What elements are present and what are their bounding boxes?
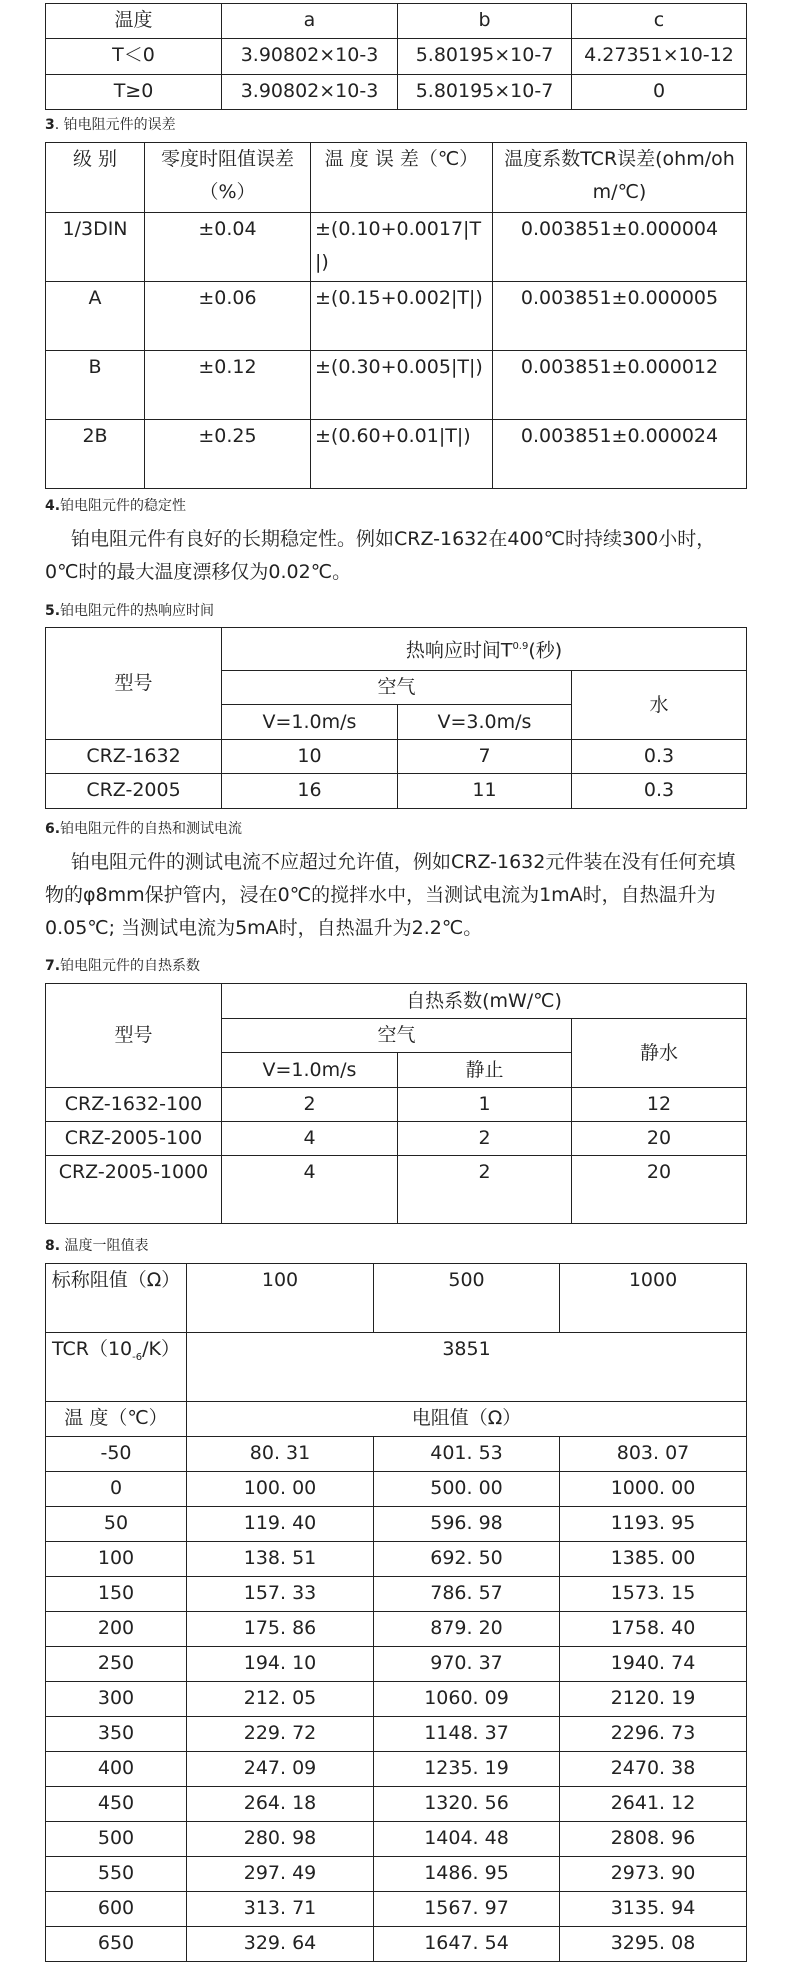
table-cell: 3.90802×10-3 [222,39,398,75]
resistance-cell: 1573. 15 [560,1577,747,1612]
resistance-cell: 297. 49 [187,1857,374,1892]
nominal-value-cell: 500 [374,1264,560,1333]
table-cell: ±(0.30+0.005|T|) [311,351,493,420]
table-header-cell: 级 别 [46,143,145,213]
table-cell: 0.003851±0.000012 [493,351,747,420]
resistance-cell: 1404. 48 [374,1822,560,1857]
table-cell: 1/3DIN [46,213,145,282]
nominal-value-cell: 1000 [560,1264,747,1333]
table-cell: 12 [572,1088,747,1122]
speed-header-cell: V=1.0m/s [222,705,398,740]
table-header-row [46,1333,747,1402]
table-cell: ±0.06 [145,282,311,351]
temperature-cell: 250 [46,1647,187,1682]
table-row [46,740,747,774]
still-header-cell: 静止 [398,1053,572,1088]
table-cell: 4 [222,1122,398,1156]
resistance-cell: 1385. 00 [560,1542,747,1577]
table-cell: ±0.12 [145,351,311,420]
section-4-heading [45,497,186,515]
table-cell: 0.003851±0.000005 [493,282,747,351]
table-cell: 16 [222,774,398,809]
resistance-cell: 3135. 94 [560,1892,747,1927]
resistance-cell: 1148. 37 [374,1717,560,1752]
section-8-heading [45,1237,149,1255]
temperature-cell: 0 [46,1472,187,1507]
table-cell: 10 [222,740,398,774]
section-4-paragraph [45,523,745,589]
resistance-cell: 329. 64 [187,1927,374,1962]
table-row [46,1542,747,1577]
table-cell: 2 [398,1156,572,1224]
resistance-cell: 500. 00 [374,1472,560,1507]
resistance-cell: 2808. 96 [560,1822,747,1857]
tcr-header-cell [46,1333,187,1402]
resistance-cell: 3295. 08 [560,1927,747,1962]
resistance-cell: 1193. 95 [560,1507,747,1542]
temperature-cell: 500 [46,1822,187,1857]
resistance-cell: 80. 31 [187,1437,374,1472]
table-cell: B [46,351,145,420]
resistance-cell: 1486. 95 [374,1857,560,1892]
resistance-cell: 879. 20 [374,1612,560,1647]
table-header-cell: 零度时阻值误差（%） [145,143,311,213]
air-header-cell: 空气 [222,1019,572,1053]
resistance-cell: 786. 57 [374,1577,560,1612]
temperature-cell: 350 [46,1717,187,1752]
table-header-row [46,1264,747,1333]
resistance-cell: 175. 86 [187,1612,374,1647]
section-number: 7. [45,958,61,974]
table-cell: CRZ-2005 [46,774,222,809]
table-row [46,351,747,420]
table-header-row [46,143,747,213]
table-row [46,1787,747,1822]
section-6-paragraph [45,846,745,945]
resistance-cell: 2470. 38 [560,1752,747,1787]
table-cell: CRZ-2005-100 [46,1122,222,1156]
section-number: 5. [45,603,61,619]
table-cell: 0.003851±0.000024 [493,420,747,489]
air-header-cell: 空气 [222,671,572,705]
table-row [46,1437,747,1472]
resistance-cell: 1567. 97 [374,1892,560,1927]
table-cell: 2 [222,1088,398,1122]
table-cell: 0.3 [572,774,747,809]
table-cell: ±0.04 [145,213,311,282]
temperature-cell: 150 [46,1577,187,1612]
coefficient-table [45,3,747,110]
table-header-cell: 温度系数TCR误差(ohm/ohm/℃) [493,143,747,213]
table-header-row [46,1402,747,1437]
resistance-cell: 596. 98 [374,1507,560,1542]
table-row [46,420,747,489]
model-header-cell: 型号 [46,628,222,740]
table-header-cell: c [572,4,747,39]
model-header-cell: 型号 [46,984,222,1088]
table-row [46,1857,747,1892]
resistance-cell: 1235. 19 [374,1752,560,1787]
resistance-cell: 157. 33 [187,1577,374,1612]
tcr-label: TCR（10 [52,1338,133,1360]
section-3-heading [45,116,176,134]
table-cell: CRZ-2005-1000 [46,1156,222,1224]
resistance-cell: 138. 51 [187,1542,374,1577]
temperature-cell: 650 [46,1927,187,1962]
paragraph-text: 铂电阻元件有良好的长期稳定性。例如CRZ-1632在400℃时持续300小时，0℃时的最大温度漂移仅为0.02℃。 [45,528,716,583]
temperature-header-cell: 温 度（℃） [46,1402,187,1437]
group-header-cell: 自热系数(mW/℃) [222,984,747,1019]
resistance-cell: 2973. 90 [560,1857,747,1892]
table-cell: ±(0.10+0.0017|T|) [311,213,493,282]
section-title: 铂电阻元件的热响应时间 [60,603,215,619]
table-row [46,774,747,809]
resistance-cell: 401. 53 [374,1437,560,1472]
tcr-label-unit: /K） [142,1338,180,1360]
table-row [46,1717,747,1752]
table-cell: ±(0.15+0.002|T|) [311,282,493,351]
table-cell: 0 [572,75,747,110]
table-cell: T≥0 [46,75,222,110]
temperature-cell: 200 [46,1612,187,1647]
table-row [46,1156,747,1224]
temperature-cell: 600 [46,1892,187,1927]
temperature-cell: -50 [46,1437,187,1472]
resistance-cell: 1758. 40 [560,1612,747,1647]
speed-header-cell: V=1.0m/s [222,1053,398,1088]
table-cell: CRZ-1632 [46,740,222,774]
table-cell: 7 [398,740,572,774]
table-cell: 11 [398,774,572,809]
table-header-row [46,4,747,39]
resistance-cell: 264. 18 [187,1787,374,1822]
table-header-cell: 温度 [46,4,222,39]
resistance-cell: 2296. 73 [560,1717,747,1752]
resistance-cell: 1060. 09 [374,1682,560,1717]
speed-header-cell: V=3.0m/s [398,705,572,740]
nominal-header-cell: 标称阻值（Ω） [46,1264,187,1333]
section-number: 3 [45,117,55,133]
section-number: 6. [45,821,61,837]
table-cell: 4 [222,1156,398,1224]
still-water-header-cell: 静水 [572,1019,747,1088]
response-time-table [45,627,747,809]
resistance-cell: 194. 10 [187,1647,374,1682]
temperature-cell: 400 [46,1752,187,1787]
temperature-cell: 550 [46,1857,187,1892]
resistance-cell: 313. 71 [187,1892,374,1927]
resistance-cell: 212. 05 [187,1682,374,1717]
table-cell: 1 [398,1088,572,1122]
table-cell: 3.90802×10-3 [222,75,398,110]
temperature-resistance-table [45,1263,747,1962]
temperature-cell: 100 [46,1542,187,1577]
section-title: 铂电阻元件的自热系数 [60,958,201,974]
table-cell: T＜0 [46,39,222,75]
error-table [45,142,747,489]
table-row [46,1752,747,1787]
table-cell: 0.003851±0.000004 [493,213,747,282]
table-row [46,1892,747,1927]
section-7-heading [45,957,200,975]
section-title: 温度一阻值表 [60,1238,149,1254]
section-5-heading [45,602,214,620]
table-row [46,1612,747,1647]
paragraph-text: 铂电阻元件的测试电流不应超过允许值，例如CRZ-1632元件装在没有任何充填物的φ8mm保护管内，浸在0℃的搅拌水中，当测试电流为1mA时，自热温升为0.05℃; 当测试电流为5mA时，自热温升为2.2℃。 [45,851,736,939]
table-cell: ±0.25 [145,420,311,489]
section-title: . 铂电阻元件的误差 [54,117,176,133]
resistance-header-cell: 电阻值（Ω） [187,1402,747,1437]
table-row [46,1088,747,1122]
table-cell: A [46,282,145,351]
resistance-cell: 229. 72 [187,1717,374,1752]
table-row [46,1577,747,1612]
table-row [46,1647,747,1682]
resistance-cell: 2120. 19 [560,1682,747,1717]
section-number: 8. [45,1238,61,1254]
group-header-sup: 0.9 [512,641,529,653]
group-header-unit: (秒) [528,639,563,662]
resistance-cell: 100. 00 [187,1472,374,1507]
table-row [46,1822,747,1857]
group-header-cell [222,628,747,671]
temperature-cell: 300 [46,1682,187,1717]
nominal-value-cell: 100 [187,1264,374,1333]
water-header-cell: 水 [572,671,747,740]
section-6-heading [45,820,242,838]
group-header-label: 热响应时间T [405,639,513,662]
table-cell: ±(0.60+0.01|T|) [311,420,493,489]
resistance-cell: 280. 98 [187,1822,374,1857]
table-row [46,1122,747,1156]
table-cell: 2 [398,1122,572,1156]
section-number: 4. [45,498,61,514]
table-header-cell: 温 度 误 差（℃） [311,143,493,213]
table-header-row [46,628,747,671]
table-row [46,1472,747,1507]
resistance-cell: 970. 37 [374,1647,560,1682]
table-row [46,75,747,110]
table-cell: CRZ-1632-100 [46,1088,222,1122]
table-cell: 4.27351×10-12 [572,39,747,75]
table-header-cell: a [222,4,398,39]
resistance-cell: 1320. 56 [374,1787,560,1822]
table-cell: 0.3 [572,740,747,774]
tcr-value-cell: 3851 [187,1333,747,1402]
resistance-cell: 2641. 12 [560,1787,747,1822]
resistance-cell: 1647. 54 [374,1927,560,1962]
tcr-label-sub: -6 [132,1351,143,1363]
table-row [46,1507,747,1542]
resistance-cell: 692. 50 [374,1542,560,1577]
resistance-rows [46,1437,747,1962]
resistance-cell: 119. 40 [187,1507,374,1542]
section-title: 铂电阻元件的自热和测试电流 [60,821,243,837]
table-cell: 2B [46,420,145,489]
resistance-cell: 247. 09 [187,1752,374,1787]
table-row [46,1927,747,1962]
resistance-cell: 1940. 74 [560,1647,747,1682]
self-heating-table [45,983,747,1224]
table-row [46,282,747,351]
table-row [46,213,747,282]
table-cell: 5.80195×10-7 [398,39,572,75]
temperature-cell: 50 [46,1507,187,1542]
section-title: 铂电阻元件的稳定性 [60,498,187,514]
resistance-cell: 1000. 00 [560,1472,747,1507]
table-header-cell: b [398,4,572,39]
table-cell: 20 [572,1122,747,1156]
table-cell: 5.80195×10-7 [398,75,572,110]
temperature-cell: 450 [46,1787,187,1822]
table-cell: 20 [572,1156,747,1224]
table-row [46,39,747,75]
table-row [46,1682,747,1717]
table-header-row [46,984,747,1019]
resistance-cell: 803. 07 [560,1437,747,1472]
